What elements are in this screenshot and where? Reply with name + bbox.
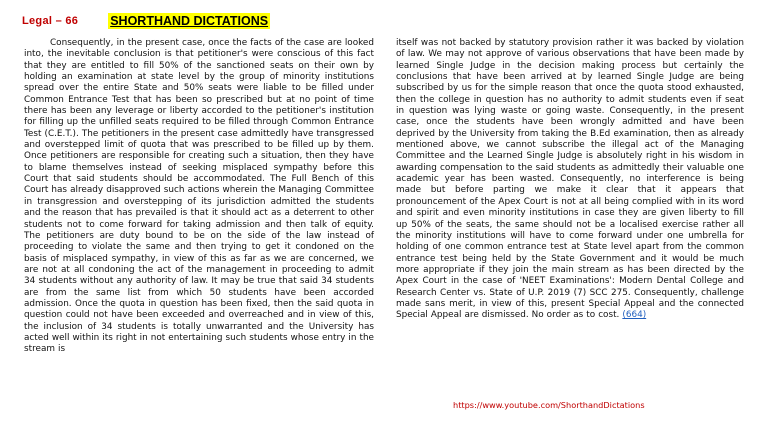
legal-dictation-number: Legal – 66 (22, 15, 79, 27)
left-column-paragraph: Consequently, in the present case, once the facts of the case are looked into, the inevitable conclusion is that petitioner's were conscious of this fact that they are entitled to fill 50% of the sanctioned seats on their own by holding an examination at state level by the group of minority institutions spread over the entire State and 50% seats were liable to be filled under Common Entrance Test that has been so prescribed but at no point of time there has been any leverage or liberty accorded to the petitioner's institution for filling up the unfilled seats required to be filled through Common Entrance Test (C.E.T.). The petitioners in the present case admittedly have transgressed and overstepped limit of quota that was prescribed to be filled up by them. Once petitioners are responsible for creating such a situation, then they have to blame themselves instead of seeking misplaced sympathy before this Court that said students should be accommodated. The Full Bench of this Court has already disapproved such actions wherein the Managing Committee in transgression and overstepping of its jurisdiction admitted the students and the reason that has prevailed is that it should act as a deterrent to other students not to come forward for taking admission and then talk of equity. The petitioners are duty bound to be on the side of the law instead of proceeding to violate the same and then trying to get it condoned on the basis of misplaced sympathy, in view of this as far as we are concerned, we are not at all condoning the act of the management in proceeding to admit 34 students without any authority of law. It may be true that said 34 students are from the same list from which 50 students have been accorded admission. Once the quota in question has been fixed, then the said quota in question could not have been exceeded and overreached and in view of this, the inclusion of 34 students is totally unwarranted and the University has acted well within its right in not entertaining such students whose entry in the stream is (24, 38, 374, 355)
word-count-link[interactable]: (664) (622, 310, 647, 321)
page-header (22, 12, 270, 30)
footer-url[interactable]: https://www.youtube.com/ShorthandDictations (453, 400, 645, 410)
right-column-text (396, 38, 744, 322)
right-column-paragraph: itself was not backed by statutory provision rather it was backed by violation of law. We may not approve of various observations that have been made by learned Single Judge in the decision making process but certainly the conclusions that have been arrived at by learned Single Judge are being subscribed by us for the simple reason that once the quota stood exhausted, then the college in question has no authority to admit students even if seat in question was lying waste or going waste. Consequently, in the present case, once the students have been wrongly admitted and have been deprived by the University from taking the B.Ed examination, then as already mentioned above, we cannot subscribe the illegal act of the Managing Committee and the Learned Single Judge is absolutely right in his wisdom in awarding compensation to the said students as admittedly their valuable one academic year has been wasted. Consequently, no interference is being made but before parting we make it clear that it appears that pronouncement of the Apex Court is not at all being complied with in its word and spirit and even minority institutions in case they are given liberty to fill up 50% of the seats, the same should not be a localised exercise rather all the minority institutions will have to come forward under one umbrella for holding of one common entrance test at State level apart from the common entrance test being held by the State Government and it would be much more appropriate if they join the main stream as has been directed by the Apex Court in the case of 'NEET Examinations': Modern Dental College and Research Center vs. State of U.P. 2019 (7) SCC 275. Consequently, challenge made sans merit, in view of this, present Special Appeal and the connected Special Appeal are dismissed. No order as to cost. (396, 38, 744, 321)
page-title: SHORTHAND DICTATIONS (110, 14, 269, 28)
left-column-text (24, 38, 374, 356)
